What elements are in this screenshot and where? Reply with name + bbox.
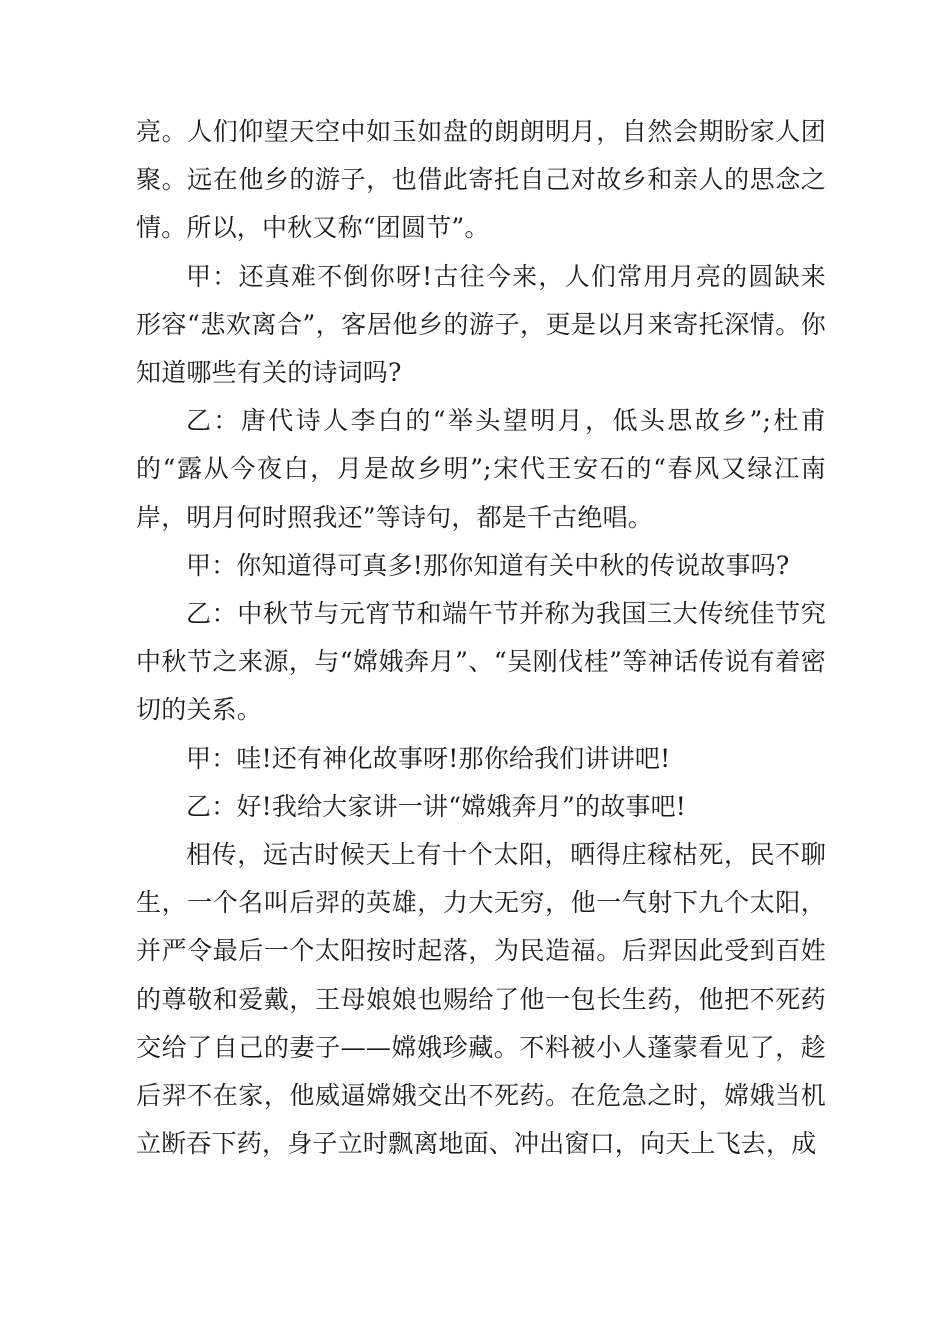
document-body [136,108,826,1168]
paragraph-dialogue-jia: 甲：还真难不倒你呀!古往今来，人们常用月亮的圆缺来形容“悲欢离合”，客居他乡的游子，更是以月来寄托深情。你知道哪些有关的诗词吗? [136,261,826,388]
paragraph-continuation: 亮。人们仰望天空中如玉如盘的朗朗明月，自然会期盼家人团聚。远在他乡的游子，也借此寄托自己对故乡和亲人的思念之情。所以，中秋又称“团圆节”。 [136,117,826,243]
paragraph-dialogue-yi: 乙：中秋节与元宵节和端午节并称为我国三大传统佳节究中秋节之来源，与“嫦娥奔月”、“吴刚伐桂”等神话传说有着密切的关系。 [136,599,826,725]
paragraph-dialogue-yi: 乙：唐代诗人李白的“举头望明月，低头思故乡”;杜甫的“露从今夜白，月是故乡明”;宋代王安石的“春风又绿江南岸，明月何时照我还”等诗句，都是千古绝唱。 [136,406,826,532]
paragraph-dialogue-jia: 甲：哇!还有神化故事呀!那你给我们讲讲吧! [186,743,671,773]
paragraph-dialogue-jia: 甲：你知道得可真多!那你知道有关中秋的传说故事吗? [186,550,790,580]
paragraph-story: 相传，远古时候天上有十个太阳，晒得庄稼枯死，民不聊生，一个名叫后羿的英雄，力大无穷，他一气射下九个太阳，并严令最后一个太阳按时起落，为民造福。后羿因此受到百姓的尊敬和爱戴，王母娘娘也赐给了他一包长生药，他把不死药交给了自己的妻子——嫦娥珍藏。不料被小人蓬蒙看见了，趁后羿不在家，他威逼嫦娥交出不死药。在危急之时，嫦娥当机立断吞下药，身子立时飘离地面、冲出窗口，向天上飞去，成 [136,840,826,1159]
paragraph-dialogue-yi: 乙：好!我给大家讲一讲“嫦娥奔月”的故事吧! [186,791,687,821]
